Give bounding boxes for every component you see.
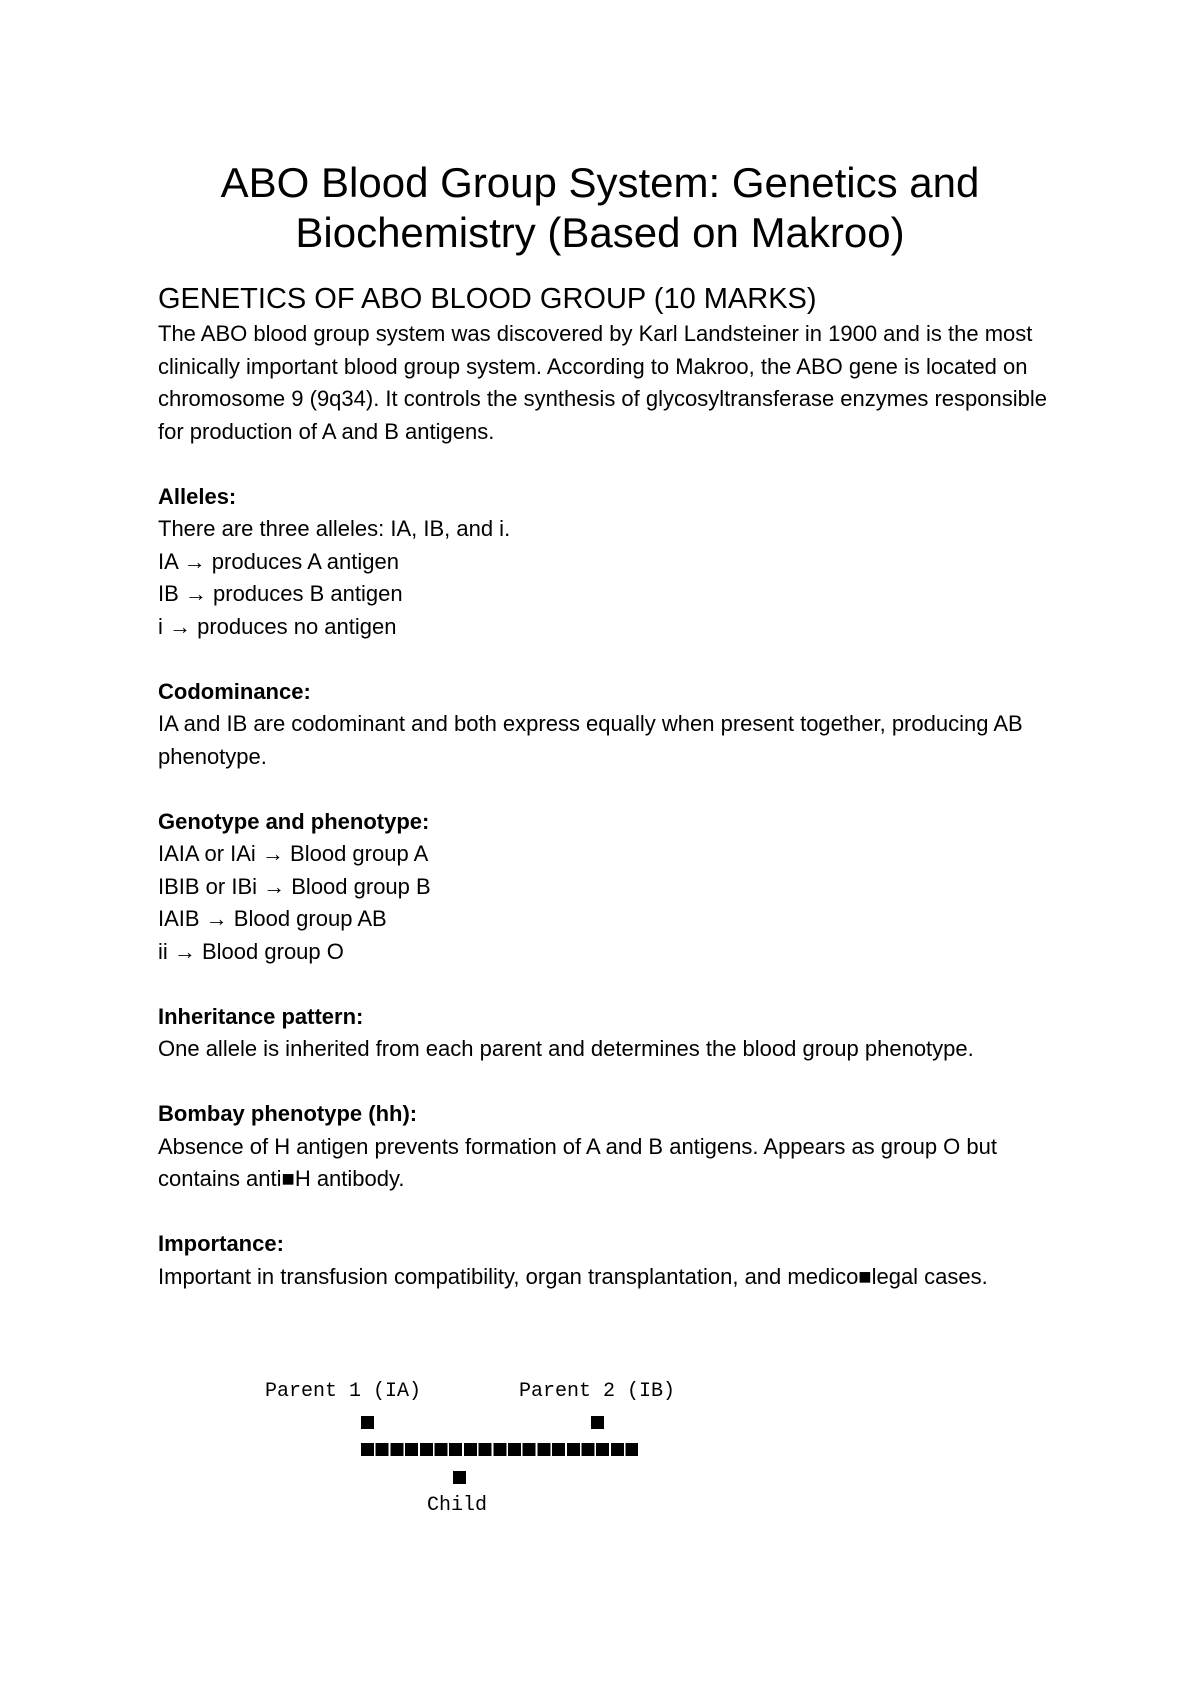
inheritance-block xyxy=(158,1001,1058,1066)
parent1-label: Parent 1 (IA) xyxy=(265,1380,422,1403)
inheritance-heading: Inheritance pattern: xyxy=(158,1003,364,1029)
parent2-label: Parent 2 (IB) xyxy=(519,1380,676,1403)
bombay-heading: Bombay phenotype (hh): xyxy=(158,1101,418,1126)
parent2-connector xyxy=(591,1416,604,1429)
document-title: ABO Blood Group System: Genetics and Biochemistry (Based on Makroo) xyxy=(220,159,980,256)
union-line xyxy=(361,1443,638,1456)
child-label: Child xyxy=(427,1494,488,1517)
inheritance-text: One allele is inherited from each parent and determines the blood group phenotype. xyxy=(158,1036,974,1061)
section-heading: GENETICS OF ABO BLOOD GROUP (10 MARKS) xyxy=(158,283,817,315)
codominance-heading: Codominance: xyxy=(158,678,311,704)
alleles-line: There are three alleles: IA, IB, and i. xyxy=(158,516,511,541)
genotype-line: IAIA or IAi → Blood group A xyxy=(158,841,429,866)
alleles-block xyxy=(158,481,1058,644)
parent1-connector xyxy=(361,1416,374,1429)
alleles-heading: Alleles: xyxy=(158,483,237,509)
importance-heading: Importance: xyxy=(158,1231,284,1256)
genotype-phenotype-block xyxy=(158,806,1058,969)
genotype-line: IBIB or IBi → Blood group B xyxy=(158,873,431,899)
genotype-line: IAIB → Blood group AB xyxy=(158,906,387,931)
codominance-text: IA and IB are codominant and both express equally when present together, producing AB phenotype. xyxy=(158,711,1023,769)
importance-block xyxy=(158,1228,1058,1293)
child-connector xyxy=(453,1471,466,1484)
inheritance-diagram xyxy=(265,1380,765,1540)
alleles-line: i → produces no antigen xyxy=(158,613,397,639)
importance-text: Important in transfusion compatibility, organ transplantation, and medico■legal cases. xyxy=(158,1263,988,1289)
codominance-block xyxy=(158,676,1058,774)
genotype-phenotype-heading: Genotype and phenotype: xyxy=(158,808,430,834)
bombay-block xyxy=(158,1098,1058,1196)
intro-paragraph: The ABO blood group system was discovered by Karl Landsteiner in 1900 and is the most clinically important blood group system. According to Makroo, the ABO gene is located on chromosome 9 (9q34). It controls the synthesis of glycosyltransferase enzymes responsible for production of A and B antigens. xyxy=(158,321,1047,444)
genotype-line: ii → Blood group O xyxy=(158,938,344,964)
bombay-text: Absence of H antigen prevents formation of A and B antigens. Appears as group O but contains anti■H antibody. xyxy=(158,1133,997,1191)
document-body xyxy=(158,280,1058,1293)
alleles-line: IA → produces A antigen xyxy=(158,548,399,574)
alleles-line: IB → produces B antigen xyxy=(158,581,403,606)
